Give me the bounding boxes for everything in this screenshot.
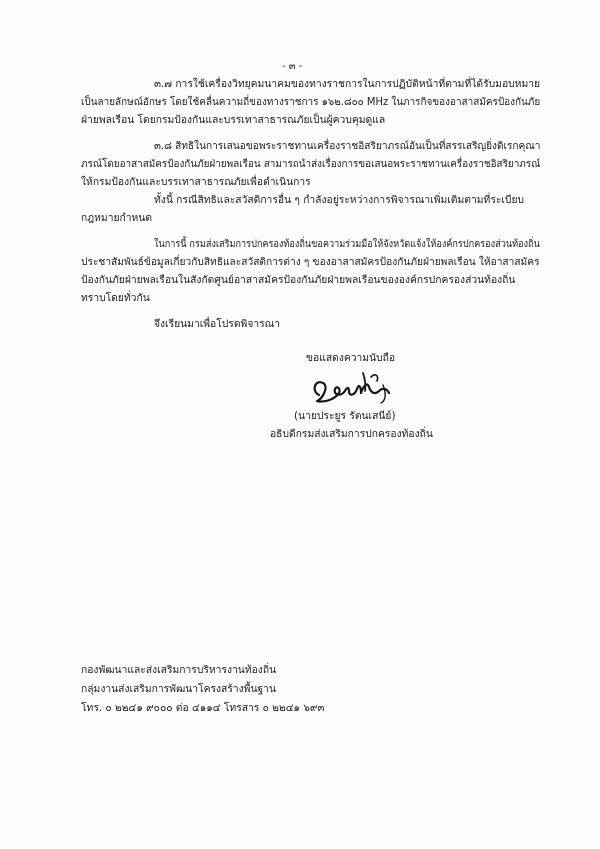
footer-division: กองพัฒนาและส่งเสริมการบริหารงานท้องถิ่น	[81, 664, 277, 676]
request-line-4: ทราบโดยทั่วกัน	[81, 292, 150, 304]
para-3-7-line-2: เป็นลายลักษณ์อักษร โดยใช้คลื่นความถี่ของทางราชการ ๑๖๒.๘๐๐ MHz ในภารกิจของอาสาสมัครป้องกันภัย	[81, 96, 541, 108]
para-3-8-line-2: ภรณ์โดยอาสาสมัครป้องกันภัยฝ่ายพลเรือน สามารถนำส่งเรื่องการขอเสนอพระราชทานเครื่องราชอิสริยาภรณ์	[81, 158, 541, 170]
para-3-7-line-1: ๓.๗ การใช้เครื่องวิทยุคมนาคมของทางราชการในการปฏิบัติหน้าที่ตามที่ได้รับมอบหมาย	[154, 78, 541, 90]
signature	[305, 365, 395, 407]
signer-name: (นายประยูร รัตนเสนีย์)	[294, 410, 396, 422]
note-line-2: กฎหมายกำหนด	[81, 212, 153, 224]
closing-line: จึงเรียนมาเพื่อโปรดพิจารณา	[154, 318, 280, 330]
footer-group: กลุ่มงานส่งเสริมการพัฒนาโครงสร้างพื้นฐาน	[81, 683, 277, 695]
request-line-3: ป้องกันภัยฝ่ายพลเรือนในสังกัดศูนย์อาสาสมัครป้องกันภัยฝ่ายพลเรือนขององค์กรปกครองส่วนท้องถิ่น	[81, 274, 516, 286]
para-3-8-line-3: ให้กรมป้องกันและบรรเทาสาธารณภัยเพื่อดำเนินการ	[81, 176, 311, 188]
footer-contact: โทร. ๐ ๒๒๔๑ ๙๐๐๐ ต่อ ๔๑๑๔ โทรสาร ๐ ๒๒๔๑ ๖๙๓	[81, 702, 325, 714]
para-3-8-line-1: ๓.๘ สิทธิในการเสนอขอพระราชทานเครื่องราชอิสริยาภรณ์อันเป็นที่สรรเสริญยิ่งดิเรกคุณา	[154, 140, 541, 152]
signer-title: อธิบดีกรมส่งเสริมการปกครองท้องถิ่น	[270, 428, 433, 440]
para-3-7-line-3: ฝ่ายพลเรือน โดยกรมป้องกันและบรรเทาสาธารณภัยเป็นผู้ควบคุมดูแล	[81, 114, 386, 126]
request-line-2: ประชาสัมพันธ์ข้อมูลเกี่ยวกับสิทธิและสวัสดิการต่าง ๆ ของอาสาสมัครป้องกันภัยฝ่ายพลเรือน ให้อาสาสมัคร	[81, 256, 540, 268]
page-number: - ๓ -	[282, 61, 303, 72]
note-line-1: ทั้งนี้ กรณีสิทธิและสวัสดิการอื่น ๆ กำลังอยู่ระหว่างการพิจารณาเพิ่มเติมตามที่ระเบียบ	[154, 194, 525, 206]
request-line-1: ในการนี้ กรมส่งเสริมการปกครองท้องถิ่นขอความร่วมมือให้จังหวัดแจ้งให้องค์กรปกครองส่วนท้องถิ่น	[154, 238, 540, 250]
regards-line: ขอแสดงความนับถือ	[306, 352, 396, 364]
